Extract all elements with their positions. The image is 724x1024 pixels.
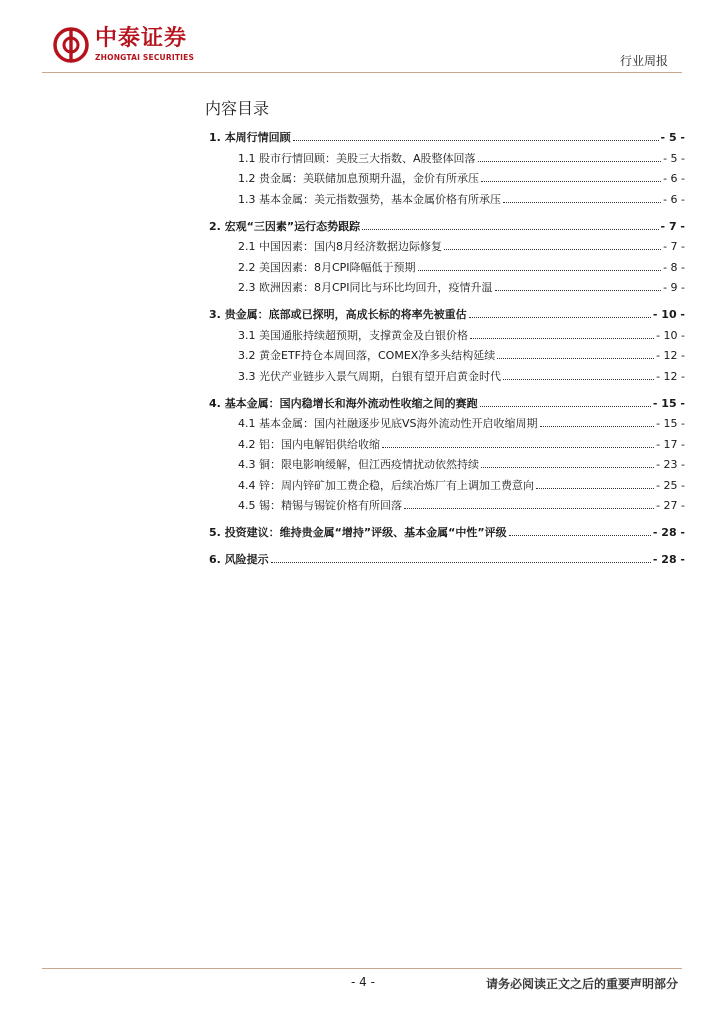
toc-dot-leader: [481, 181, 661, 182]
toc-dot-leader: [271, 562, 651, 563]
toc-subsection-link[interactable]: [209, 479, 685, 493]
toc-entry-number: 4.5: [238, 499, 256, 512]
toc-entry-title: 中国因素：国内8月经济数据边际修复: [259, 240, 442, 253]
company-logo: [53, 27, 194, 63]
toc-heading: 内容目录: [205, 99, 270, 118]
toc-entry-title: 美国因素：8月CPI降幅低于预期: [259, 260, 416, 274]
toc-entry-number: 3.: [209, 308, 221, 321]
toc-entry-number: 2.2: [238, 260, 256, 274]
toc-subsection-link[interactable]: [209, 370, 685, 384]
page-header: [0, 0, 724, 80]
toc-entry-number: 5.: [209, 526, 221, 539]
toc-subsection-link[interactable]: [209, 193, 685, 207]
toc-entry-title: 铜：限电影响缓解，但江西疫情扰动依然持续: [259, 458, 479, 471]
toc-page-number: - 7 -: [663, 240, 685, 253]
toc-entry-title: 股市行情回顾：美股三大指数、A股整体回落: [259, 151, 476, 165]
toc-subsection-link[interactable]: [209, 172, 685, 186]
toc-entry-number: 4.2: [238, 437, 256, 451]
toc-entry-number: 4.4: [238, 478, 256, 492]
toc-subsection-link[interactable]: [209, 458, 685, 472]
toc-entry-number: 3.3: [238, 369, 256, 383]
toc-entry-number: 1.3: [238, 192, 256, 206]
toc-entry-number: 4.1: [238, 417, 256, 430]
toc-subsection-link[interactable]: [209, 152, 685, 166]
toc-entry-number: 3.2: [238, 349, 256, 362]
toc-entry-text: [238, 281, 493, 295]
toc-subsection-link[interactable]: [209, 438, 685, 452]
toc-dot-leader: [536, 488, 654, 489]
toc-subsection-link[interactable]: [209, 261, 685, 275]
toc-entry-number: 1.2: [238, 172, 256, 185]
logo-english-name: ZHONGTAI SECURITIES: [95, 53, 195, 62]
toc-section-link[interactable]: [209, 308, 685, 322]
toc-entry-title: 锌：周内锌矿加工费企稳，后续冶炼厂有上调加工费意向: [259, 478, 534, 492]
toc-entry-title: 基本金属：国内稳增长和海外流动性收缩之间的赛跑: [224, 396, 478, 410]
zhongtai-logo-icon: [53, 27, 89, 63]
toc-dot-leader: [495, 290, 662, 291]
toc-entry-text: [209, 397, 478, 411]
toc-subsection-link[interactable]: [209, 417, 685, 431]
toc-subsection-link[interactable]: [209, 499, 685, 513]
toc-entry-text: [209, 553, 269, 567]
toc-entry-title: 贵金属：底部或已探明，高成长标的将率先被重估: [224, 308, 467, 321]
toc-entry-title: 锡：精锡与锡锭价格有所回落: [259, 499, 402, 512]
toc-entry-title: 基本金属：国内社融逐步见底VS海外流动性开启收缩周期: [259, 417, 538, 430]
toc-entry-text: [238, 172, 479, 186]
toc-subsection-link[interactable]: [209, 329, 685, 343]
toc-subsection-link[interactable]: [209, 281, 685, 295]
toc-page-number: - 28 -: [652, 553, 685, 566]
logo-chinese-name: 中泰证券: [95, 26, 188, 51]
toc-page-number: - 9 -: [663, 281, 685, 294]
toc-page-number: - 7 -: [660, 219, 685, 233]
document-type: 行业周报: [619, 54, 668, 68]
toc-section-link[interactable]: [209, 220, 685, 234]
toc-entry-text: [238, 349, 495, 363]
toc-entry-title: 风险提示: [224, 553, 269, 566]
toc-dot-leader: [497, 358, 654, 359]
toc-dot-leader: [444, 249, 661, 250]
toc-entry-text: [238, 240, 442, 254]
toc-entry-text: [238, 438, 380, 452]
toc-subsection-link[interactable]: [209, 349, 685, 363]
toc-entry-number: 1.: [209, 131, 221, 144]
toc-entry-text: [238, 261, 416, 275]
page-number: - 4 -: [351, 975, 375, 989]
toc-entry-text: [209, 220, 360, 234]
toc-entry-number: 4.3: [238, 458, 256, 471]
toc-dot-leader: [362, 229, 658, 230]
toc-page-number: - 27 -: [656, 499, 685, 512]
toc-page-number: - 12 -: [656, 369, 685, 383]
toc-entry-number: 4.: [209, 396, 221, 410]
footer-disclaimer: 请务必阅读正文之后的重要声明部分: [485, 977, 678, 991]
toc-dot-leader: [469, 317, 651, 318]
toc-page-number: - 8 -: [663, 260, 685, 274]
toc-entry-text: [238, 458, 479, 472]
toc-dot-leader: [418, 270, 662, 271]
toc-entry-text: [209, 526, 507, 540]
toc-dot-leader: [470, 338, 654, 339]
toc-entry-title: 宏观“三因素”运行态势跟踪: [224, 219, 361, 233]
footer-divider: [42, 968, 682, 969]
toc-entry-text: [238, 370, 501, 384]
toc-page-number: - 12 -: [656, 349, 685, 362]
toc-section-link[interactable]: [209, 131, 685, 145]
toc-entry-title: 铝：国内电解铝供给收缩: [259, 437, 380, 451]
toc-dot-leader: [404, 508, 654, 509]
toc-dot-leader: [503, 202, 661, 203]
toc-entry-number: 2.: [209, 219, 221, 233]
toc-section-link[interactable]: [209, 526, 685, 540]
toc-entry-title: 欧洲因素：8月CPI同比与环比均回升，疫情升温: [259, 281, 493, 294]
toc-entry-number: 2.1: [238, 240, 256, 253]
toc-page-number: - 25 -: [656, 478, 685, 492]
toc-entry-text: [238, 152, 476, 166]
toc-entry-text: [238, 417, 538, 431]
toc-page-number: - 23 -: [656, 458, 685, 471]
toc-dot-leader: [481, 467, 654, 468]
toc-entry-number: 1.1: [238, 151, 256, 165]
toc-section-link[interactable]: [209, 397, 685, 411]
toc-dot-leader: [478, 161, 662, 162]
toc-dot-leader: [503, 379, 654, 380]
toc-page-number: - 5 -: [660, 131, 685, 144]
toc-page-number: - 10 -: [652, 308, 685, 321]
toc-entry-number: 2.3: [238, 281, 256, 294]
toc-dot-leader: [480, 406, 651, 407]
toc-entry-text: [209, 308, 467, 322]
toc-entry-text: [238, 329, 468, 343]
table-of-contents: [209, 131, 685, 574]
toc-page-number: - 5 -: [663, 151, 685, 165]
toc-entry-title: 光伏产业链步入景气周期，白银有望开启黄金时代: [259, 369, 501, 383]
toc-page-number: - 28 -: [652, 526, 685, 539]
toc-page-number: - 17 -: [656, 437, 685, 451]
toc-entry-text: [238, 499, 402, 513]
toc-entry-title: 黄金ETF持仓本周回落，COMEX净多头结构延续: [259, 349, 496, 362]
toc-dot-leader: [509, 535, 651, 536]
toc-page-number: - 6 -: [663, 172, 685, 185]
toc-dot-leader: [540, 426, 655, 427]
toc-entry-title: 基本金属：美元指数强势，基本金属价格有所承压: [259, 192, 501, 206]
toc-subsection-link[interactable]: [209, 240, 685, 254]
toc-entry-title: 贵金属：美联储加息预期升温，金价有所承压: [259, 172, 479, 185]
toc-entry-title: 美国通胀持续超预期，支撑黄金及白银价格: [259, 328, 468, 342]
toc-entry-text: [209, 131, 291, 145]
toc-dot-leader: [382, 447, 654, 448]
toc-entry-title: 本周行情回顾: [224, 131, 291, 144]
toc-entry-number: 6.: [209, 553, 221, 566]
toc-page-number: - 10 -: [656, 328, 685, 342]
toc-dot-leader: [293, 140, 659, 141]
toc-entry-title: 投资建议：维持贵金属“增持”评级、基本金属“中性”评级: [224, 526, 507, 539]
toc-page-number: - 15 -: [656, 417, 685, 430]
toc-page-number: - 15 -: [652, 396, 685, 410]
toc-entry-number: 3.1: [238, 328, 256, 342]
toc-entry-text: [238, 193, 501, 207]
header-divider: [42, 72, 682, 73]
toc-page-number: - 6 -: [663, 192, 685, 206]
toc-section-link[interactable]: [209, 553, 685, 567]
toc-entry-text: [238, 479, 534, 493]
